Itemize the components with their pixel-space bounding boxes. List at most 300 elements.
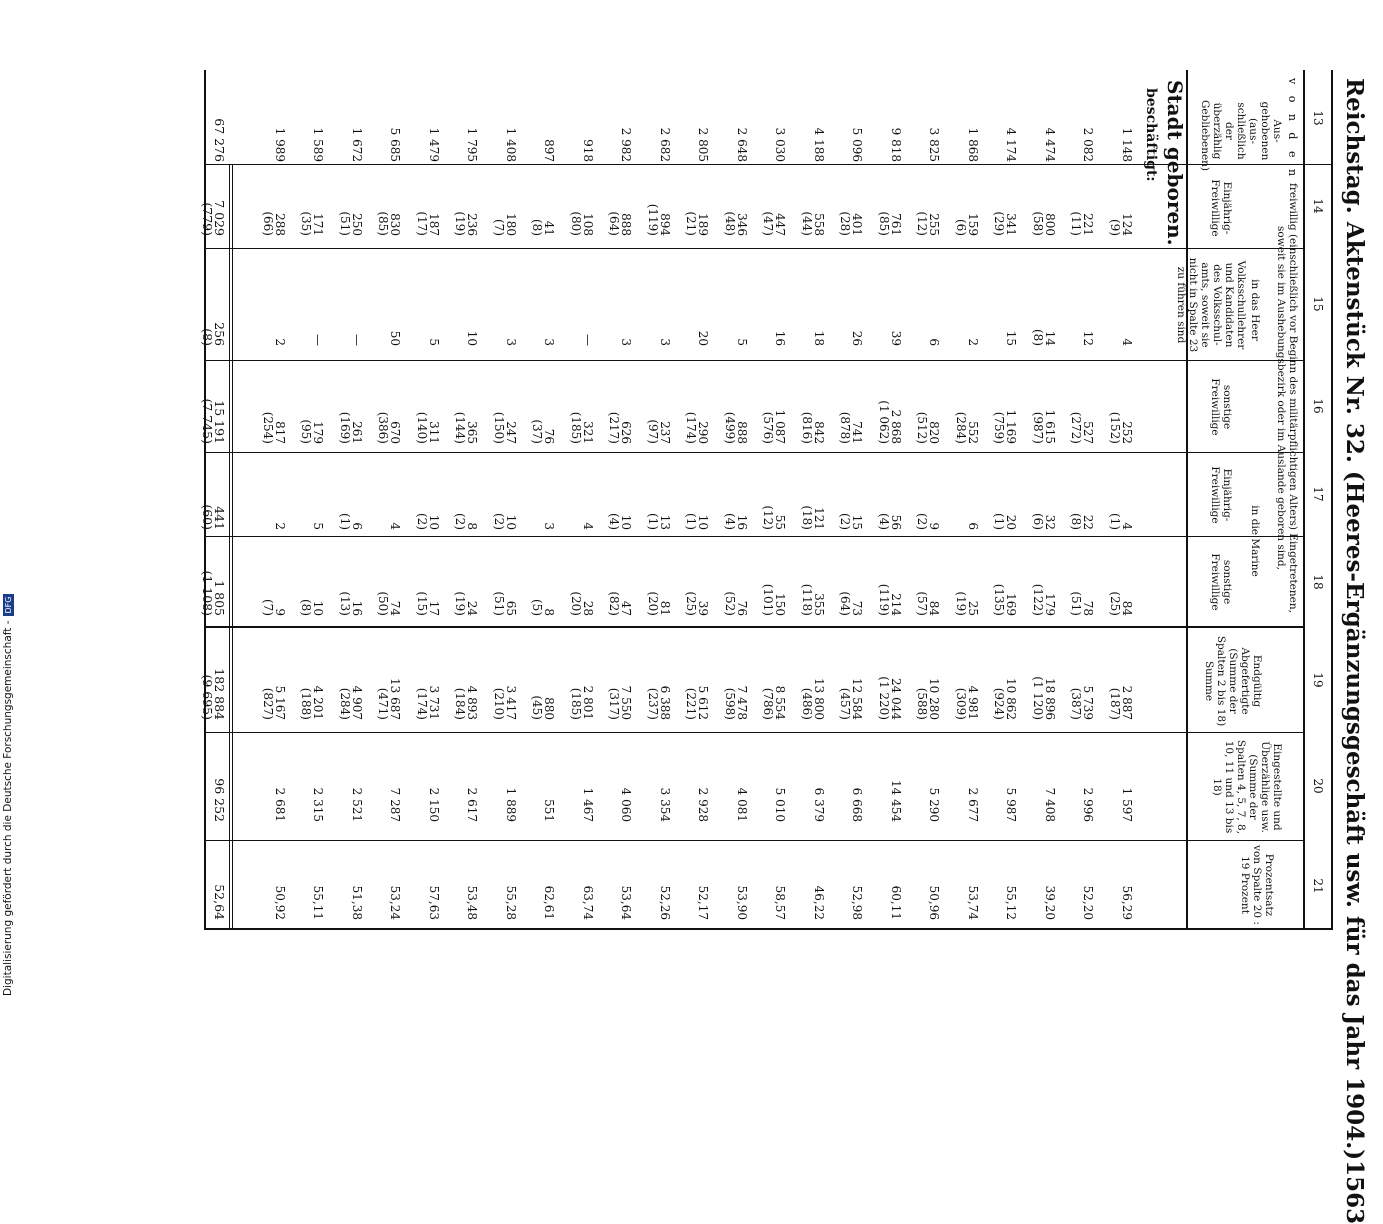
- cell-col-13: [544, 92, 556, 162]
- cell-col-16: [994, 374, 1018, 444]
- cell-col-16: [955, 374, 979, 444]
- cell-value: 28: [581, 600, 595, 616]
- cell-col-17: [390, 460, 402, 530]
- cell-value: 1 589: [311, 127, 326, 162]
- cell-value: 5: [427, 338, 441, 346]
- cell-subvalue: (17): [415, 211, 429, 236]
- cell-col-21: [390, 850, 402, 920]
- cell-value: 14 454: [889, 780, 903, 822]
- cell-value: 55,12: [1004, 885, 1019, 920]
- cell-value: 4 188: [812, 127, 826, 162]
- stadt-heading: Stadt geboren.: [1163, 80, 1187, 246]
- cell-col-16: [262, 374, 286, 444]
- cell-subvalue: (11): [1069, 211, 1084, 236]
- col-divider-20: [205, 840, 1305, 841]
- cell-value: 18 896: [1043, 678, 1057, 720]
- funding-note: [2, 596, 22, 996]
- cell-col-14: [416, 166, 440, 236]
- cell-col-15: [274, 276, 286, 346]
- cell-value: 1 597: [1120, 787, 1134, 822]
- cell-col-14: [994, 166, 1018, 236]
- cell-value: 56,29: [1120, 885, 1134, 920]
- cell-value: 311: [427, 421, 441, 444]
- cell-value: 237: [658, 421, 672, 444]
- cell-value: 4 174: [1004, 127, 1019, 162]
- cell-value: 355: [812, 593, 826, 616]
- cell-value: 3 030: [773, 127, 788, 162]
- cell-value: 5: [311, 522, 326, 530]
- cell-col-13: [390, 92, 402, 162]
- cell-col-15: [736, 276, 748, 346]
- cell-value: 53,48: [465, 885, 480, 920]
- cell-subvalue: (7): [492, 219, 506, 236]
- cell-value: 46,22: [812, 885, 826, 920]
- cell-subvalue: (85): [877, 211, 891, 236]
- cell-value: 2 801: [581, 685, 595, 720]
- cell-value: 14: [1043, 330, 1057, 346]
- cell-subvalue: (101): [761, 583, 776, 616]
- cell-value: 626: [619, 421, 634, 444]
- cell-col-13: [1044, 92, 1056, 162]
- col-divider-15: [205, 360, 1305, 361]
- cell-subvalue: (12): [761, 505, 776, 530]
- cell-subvalue: (1): [338, 513, 352, 530]
- cell-value: 9: [927, 522, 942, 530]
- cell-col-19: [647, 650, 671, 720]
- cell-col-20: [813, 752, 825, 822]
- cell-col-19: [917, 650, 941, 720]
- cell-value: 365: [465, 421, 480, 444]
- cell-value: 84: [927, 600, 942, 616]
- cell-col-15: [1032, 276, 1056, 346]
- cell-subvalue: (816): [800, 411, 814, 444]
- cell-value: 84: [1120, 600, 1134, 616]
- cell-col-13: [313, 92, 325, 162]
- cell-subvalue: (140): [415, 411, 429, 444]
- cell-col-21: [929, 850, 941, 920]
- cell-col-14: [301, 166, 325, 236]
- cell-value: 53,24: [388, 885, 403, 920]
- cell-subvalue: (987): [1031, 411, 1045, 444]
- cell-value: 800: [1043, 213, 1057, 236]
- cell-subvalue: (52): [723, 591, 737, 616]
- cell-subvalue: (2): [915, 513, 930, 530]
- cell-subvalue: (174): [415, 687, 429, 720]
- cell-subvalue: (317): [607, 687, 622, 720]
- cell-value: 12: [1081, 330, 1096, 346]
- cell-subvalue: (4): [877, 513, 891, 530]
- cell-subvalue: (97): [646, 419, 660, 444]
- cell-value: 2 887: [1120, 685, 1134, 720]
- cell-subvalue: (6): [1031, 513, 1045, 530]
- cell-col-19: [724, 650, 748, 720]
- colnum-16: 16: [1311, 398, 1325, 414]
- cell-col-15: [1006, 276, 1018, 346]
- cell-col-17: [1032, 460, 1056, 530]
- cell-col-14: [609, 166, 633, 236]
- table-row: [838, 0, 865, 1000]
- cell-subvalue: (28): [838, 211, 853, 236]
- cell-col-21: [890, 850, 902, 920]
- cell-value: 52,26: [658, 885, 672, 920]
- cell-col-17: [1109, 460, 1133, 530]
- cell-value: 221: [1081, 213, 1096, 236]
- cell-value: 81: [658, 600, 672, 616]
- cell-value: 2 521: [350, 787, 364, 822]
- cell-value: 8 554: [773, 685, 788, 720]
- header-col19: Endgültig Abgefertigte (Summe der Spalten 2 bis 18) Summe: [1203, 635, 1263, 727]
- table-row: [607, 0, 634, 1000]
- cell-subvalue: (217): [607, 411, 622, 444]
- cell-value: 894: [658, 213, 672, 236]
- cell-col-16: [724, 374, 748, 444]
- cell-value: 5 685: [388, 127, 403, 162]
- cell-value: 558: [812, 213, 826, 236]
- cell-value: 1 672: [350, 127, 364, 162]
- cell-value: 150: [773, 593, 788, 616]
- cell-col-16: [570, 374, 594, 444]
- cell-value: 187: [427, 213, 441, 236]
- cell-col-14: [647, 166, 671, 236]
- cell-col-14: [1032, 166, 1056, 236]
- cell-subvalue: (50): [376, 591, 391, 616]
- cell-value: 6: [927, 338, 942, 346]
- cell-col-13: [467, 92, 479, 162]
- cell-value: 2 082: [1081, 127, 1096, 162]
- cell-value: 7 550: [619, 685, 634, 720]
- cell-col-16: [532, 374, 556, 444]
- colnum-14: 14: [1311, 198, 1325, 214]
- cell-subvalue: (174): [684, 411, 699, 444]
- cell-col-19: [878, 650, 902, 720]
- cell-col-19: [609, 650, 633, 720]
- dfg-logo-icon: DFG: [3, 594, 14, 617]
- cell-value: 888: [735, 421, 749, 444]
- cell-col-13: [428, 92, 440, 162]
- table-row: [530, 0, 557, 1000]
- cell-col-19: [994, 650, 1018, 720]
- cell-col-17: [416, 460, 440, 530]
- cell-value: 4: [1120, 522, 1134, 530]
- cell-subvalue: (64): [607, 211, 622, 236]
- cell-col-18: [878, 546, 902, 616]
- cell-value: 26: [850, 330, 865, 346]
- cell-value: 2 682: [658, 127, 672, 162]
- cell-col-21: [582, 850, 594, 920]
- cell-value: 5 739: [1081, 685, 1096, 720]
- cell-value: 4: [581, 522, 595, 530]
- cell-col-13: [582, 92, 594, 162]
- col-divider-18: [205, 626, 1305, 628]
- cell-col-17: [801, 460, 825, 530]
- cell-col-20: [1121, 752, 1133, 822]
- cell-subvalue: (51): [338, 211, 352, 236]
- table-row: [1108, 0, 1134, 1000]
- cell-value: 7 478: [735, 685, 749, 720]
- cell-col-19: [339, 650, 363, 720]
- cell-col-17: [840, 460, 864, 530]
- cell-value: 169: [1004, 593, 1019, 616]
- cell-col-19: [532, 650, 556, 720]
- cell-col-16: [301, 374, 325, 444]
- cell-col-13: [505, 92, 517, 162]
- cell-value: 18: [812, 330, 826, 346]
- cell-value: 3: [658, 338, 672, 346]
- cell-col-20: [505, 752, 517, 822]
- cell-value: 51,38: [350, 885, 364, 920]
- cell-col-16: [455, 374, 479, 444]
- cell-col-18: [493, 546, 517, 616]
- cell-value: 10: [619, 514, 634, 530]
- cell-subvalue: (386): [376, 411, 391, 444]
- cell-value: 182 884: [212, 668, 227, 720]
- cell-col-18: [339, 546, 363, 616]
- cell-col-18: [994, 546, 1018, 616]
- cell-col-13: [967, 92, 979, 162]
- cell-subvalue: (387): [1069, 687, 1084, 720]
- cell-value: 7 408: [1043, 787, 1057, 822]
- cell-value: 830: [388, 213, 403, 236]
- cell-value: 108: [581, 213, 595, 236]
- cell-value: 3 354: [658, 787, 672, 822]
- cell-subvalue: (254): [261, 411, 275, 444]
- cell-value: 4 060: [619, 787, 634, 822]
- cell-col-21: [274, 850, 286, 920]
- colnum-19: 19: [1311, 672, 1325, 688]
- table-row: [723, 0, 749, 1000]
- cell-col-18: [455, 546, 479, 616]
- cell-value: 62,61: [542, 885, 557, 920]
- cell-value: 179: [311, 421, 326, 444]
- cell-col-18: [1032, 546, 1056, 616]
- cell-col-17: [917, 460, 941, 530]
- cell-col-15: [428, 276, 440, 346]
- cell-subvalue: (44): [800, 211, 814, 236]
- cell-subvalue: (1 120): [1031, 676, 1045, 720]
- cell-col-17: [763, 460, 787, 530]
- cell-value: 9: [273, 608, 287, 616]
- cell-value: 25: [966, 600, 980, 616]
- cell-value: 7 287: [388, 787, 403, 822]
- cell-col-19: [455, 650, 479, 720]
- cell-col-13: [659, 92, 671, 162]
- colnum-17: 17: [1311, 486, 1325, 502]
- cell-value: 1 805: [212, 580, 227, 616]
- cell-value: 1 087: [773, 409, 788, 444]
- cell-value: 4 201: [311, 685, 326, 720]
- cell-value: 10 280: [927, 678, 942, 720]
- cell-col-17: [967, 460, 979, 530]
- table-row: [877, 0, 903, 1000]
- table-row: [1031, 0, 1057, 1000]
- cell-col-19: [378, 650, 402, 720]
- cell-value: 820: [927, 421, 942, 444]
- table-row: [646, 0, 672, 1000]
- cell-col-17: [582, 460, 594, 530]
- cell-value: 20: [696, 330, 711, 346]
- table-row: [684, 0, 711, 1000]
- cell-value: 1 479: [427, 127, 441, 162]
- cell-col-19: [801, 650, 825, 720]
- cell-value: 13 800: [812, 678, 826, 720]
- cell-value: 10: [465, 330, 480, 346]
- cell-value: 24: [465, 600, 480, 616]
- cell-value: 2 648: [735, 127, 749, 162]
- cell-subvalue: (185): [569, 411, 583, 444]
- cell-value: —: [581, 334, 595, 346]
- cell-col-21: [621, 850, 633, 920]
- table-row: [492, 0, 518, 1000]
- cell-subvalue: (471): [376, 687, 391, 720]
- colnum-21: 21: [1311, 878, 1325, 894]
- cell-col-20: [736, 752, 748, 822]
- cell-col-15: [313, 276, 325, 346]
- cell-value: 5 096: [850, 127, 865, 162]
- cell-value: 76: [542, 428, 557, 444]
- cell-col-14: [570, 166, 594, 236]
- cell-col-16: [493, 374, 517, 444]
- cell-col-18: [1071, 546, 1095, 616]
- cell-col-18: [201, 546, 225, 616]
- cell-subvalue: (37): [530, 419, 545, 444]
- funding-text: Digitalisierung gefördert durch die Deutsche Forschungsgemeinschaft -: [2, 620, 14, 996]
- cell-col-21: [1121, 850, 1133, 920]
- cell-value: 189: [696, 213, 711, 236]
- col-divider-19: [205, 732, 1305, 733]
- cell-subvalue: (82): [607, 591, 622, 616]
- cell-value: 321: [581, 421, 595, 444]
- cell-col-16: [1071, 374, 1095, 444]
- cell-value: 4 893: [465, 685, 480, 720]
- cell-col-14: [1071, 166, 1095, 236]
- cell-col-18: [262, 546, 286, 616]
- cell-col-19: [570, 650, 594, 720]
- cell-subvalue: (66): [261, 211, 275, 236]
- cell-value: 447: [773, 213, 788, 236]
- cell-subvalue: (284): [338, 687, 352, 720]
- cell-subvalue: (19): [453, 211, 468, 236]
- cell-col-20: [1044, 752, 1056, 822]
- cell-col-16: [763, 374, 787, 444]
- cell-value: 159: [966, 213, 980, 236]
- cell-subvalue: (169): [338, 411, 352, 444]
- cell-col-13: [351, 92, 363, 162]
- cell-subvalue: (7): [261, 599, 275, 616]
- cell-subvalue: (21): [684, 211, 699, 236]
- cell-subvalue: (122): [1031, 583, 1045, 616]
- cell-col-13: [852, 92, 864, 162]
- colnum-20: 20: [1311, 778, 1325, 794]
- cell-value: 4 474: [1043, 127, 1057, 162]
- cell-subvalue: (185): [569, 687, 583, 720]
- col-divider-17: [205, 536, 1305, 537]
- cell-value: 13 687: [388, 678, 403, 720]
- cell-col-19: [955, 650, 979, 720]
- cell-subvalue: (457): [838, 687, 853, 720]
- cell-value: 9 818: [889, 127, 903, 162]
- cell-col-16: [801, 374, 825, 444]
- table-row: [261, 0, 287, 1000]
- cell-value: 78: [1081, 600, 1096, 616]
- cell-subvalue: (486): [800, 687, 814, 720]
- cell-col-13: [213, 92, 225, 162]
- cell-col-18: [763, 546, 787, 616]
- cell-subvalue: (759): [992, 411, 1007, 444]
- cell-col-16: [917, 374, 941, 444]
- cell-col-19: [840, 650, 864, 720]
- cell-col-14: [1109, 166, 1133, 236]
- header-col17: Einjährig-Freiwillige: [1209, 466, 1233, 524]
- cell-col-13: [274, 92, 286, 162]
- cell-col-20: [544, 752, 556, 822]
- cell-value: 1 169: [1004, 409, 1019, 444]
- cell-col-16: [201, 374, 225, 444]
- cell-subvalue: (7 745): [200, 398, 215, 444]
- column-number-rule: [1303, 70, 1305, 930]
- cell-value: 15: [1004, 330, 1019, 346]
- cell-value: 15: [850, 514, 865, 530]
- cell-subvalue: (1): [1108, 513, 1122, 530]
- table-row: [992, 0, 1019, 1000]
- cell-col-13: [736, 92, 748, 162]
- cell-subvalue: (8): [530, 219, 545, 236]
- cell-subvalue: (8): [1069, 513, 1084, 530]
- cell-subvalue: (5): [530, 599, 545, 616]
- cell-value: 2 868: [889, 409, 903, 444]
- cell-col-17: [544, 460, 556, 530]
- cell-subvalue: (2): [415, 513, 429, 530]
- cell-value: 1 148: [1120, 127, 1134, 162]
- cell-value: 2: [966, 338, 980, 346]
- cell-value: 74: [388, 600, 403, 616]
- cell-subvalue: (150): [492, 411, 506, 444]
- cell-col-15: [390, 276, 402, 346]
- cell-value: 10: [311, 600, 326, 616]
- cell-col-21: [775, 850, 787, 920]
- cell-col-17: [493, 460, 517, 530]
- cell-col-18: [609, 546, 633, 616]
- cell-col-13: [1083, 92, 1095, 162]
- cell-subvalue: (47): [761, 211, 776, 236]
- cell-value: 3: [542, 338, 557, 346]
- table-row: [376, 0, 403, 1000]
- cell-value: 55: [773, 514, 788, 530]
- cell-subvalue: (144): [453, 411, 468, 444]
- cell-col-19: [201, 650, 225, 720]
- cell-col-16: [878, 374, 902, 444]
- cell-subvalue: (272): [1069, 411, 1084, 444]
- cell-col-13: [1006, 92, 1018, 162]
- cell-col-17: [878, 460, 902, 530]
- cell-value: 441: [212, 506, 227, 530]
- cell-value: 256: [212, 322, 227, 346]
- cell-value: 6 388: [658, 685, 672, 720]
- cell-subvalue: (51): [492, 591, 506, 616]
- cell-value: 8: [542, 608, 557, 616]
- cell-value: 63,74: [581, 885, 595, 920]
- cell-subvalue: (187): [1108, 687, 1122, 720]
- cell-subvalue: (598): [723, 687, 737, 720]
- cell-subvalue: (8): [1031, 329, 1045, 346]
- cell-col-20: [852, 752, 864, 822]
- cell-subvalue: (588): [915, 687, 930, 720]
- cell-col-15: [582, 276, 594, 346]
- cell-col-21: [351, 850, 363, 920]
- cell-value: 5 167: [273, 685, 287, 720]
- cell-value: 52,20: [1081, 885, 1096, 920]
- cell-value: 60,11: [889, 885, 903, 920]
- cell-col-15: [351, 276, 363, 346]
